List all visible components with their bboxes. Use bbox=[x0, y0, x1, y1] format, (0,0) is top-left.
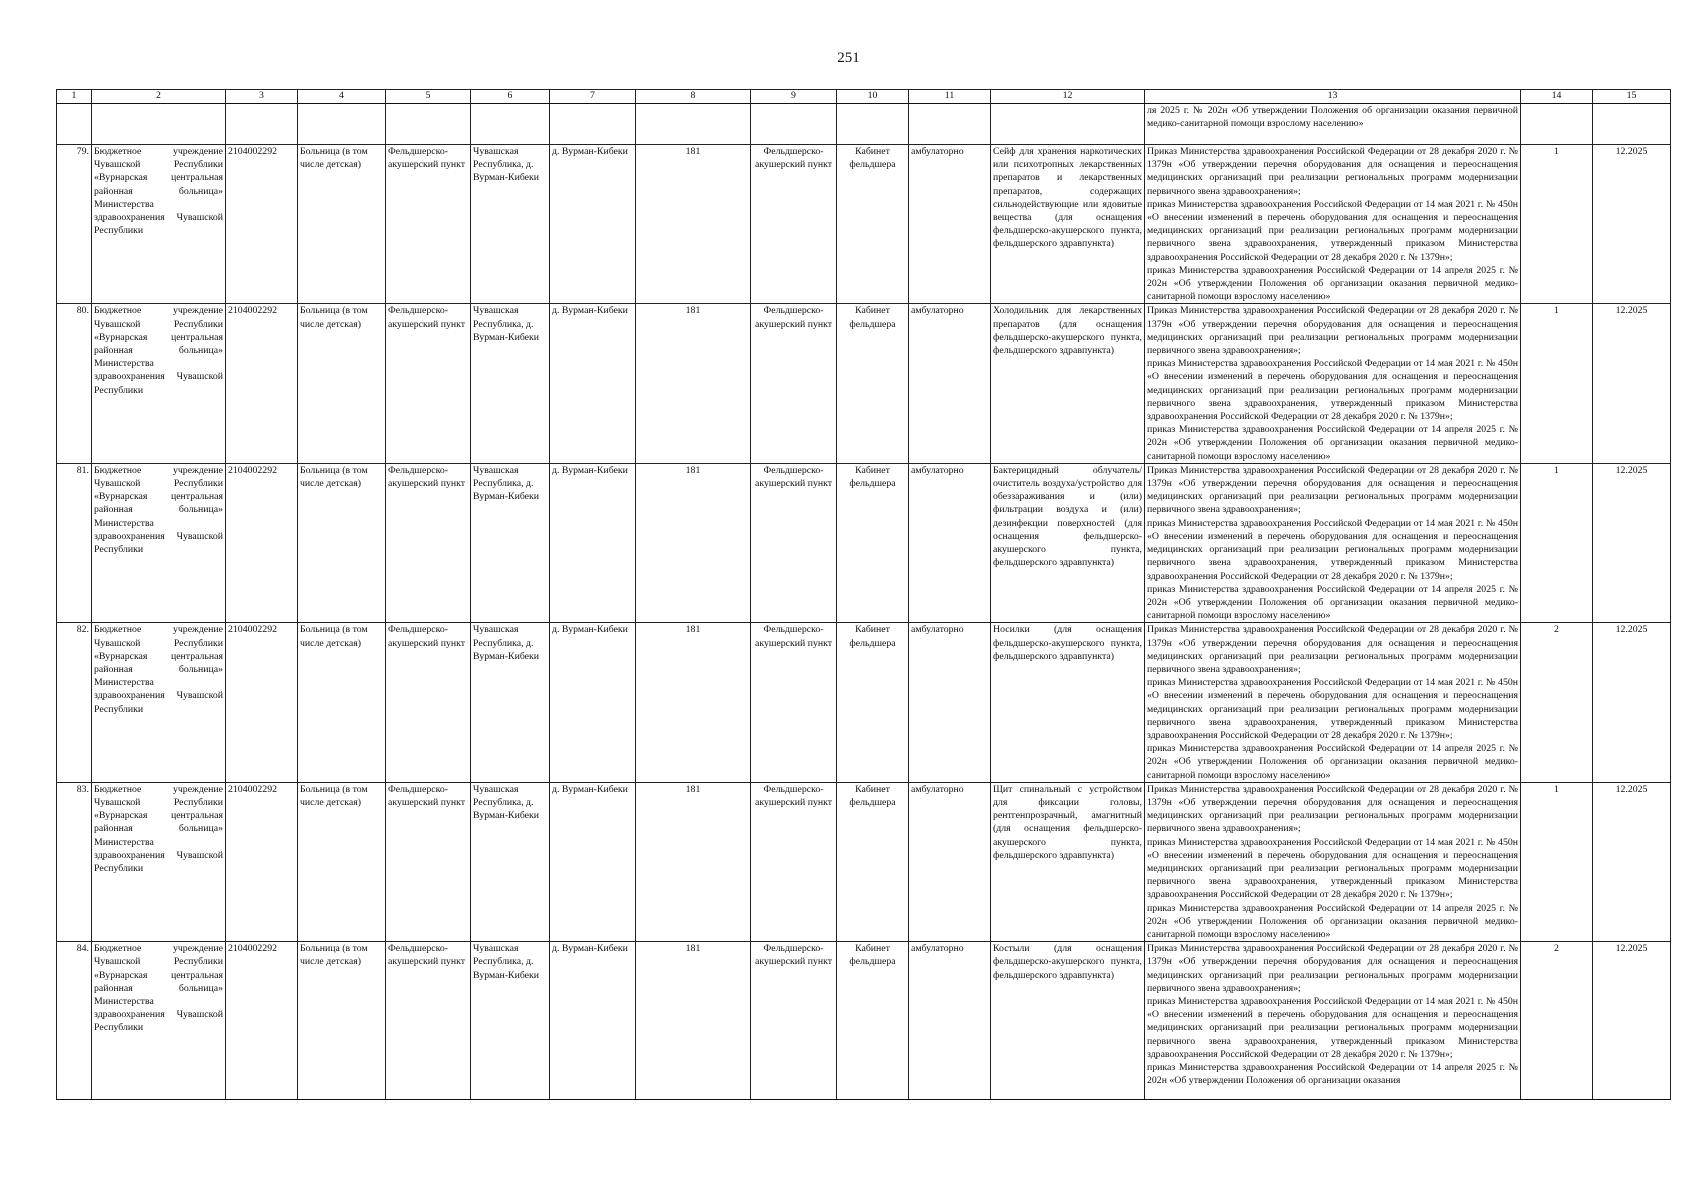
regulatory-basis: Приказ Министерства здравоохранения Российской Федерации от 28 декабря 2020 г. № 1379н «Об утверждении перечня оборудования для оснащения и переоснащения медицинских организаций при реализации региональных программ модернизации первичного звена здравоохранения»; приказ Министерства здравоохранения Российской Федерации от 14 мая 2021 г. № 450н «О внесении изменений в перечень оборудования для оснащения и переоснащения медицинских организаций при реализации региональных программ модернизации первичного звена здравоохранения, утвержденный приказом Министерства здравоохранения Российской Федерации от 28 декабря 2020 г. № 1379н»; приказ Министерства здравоохранения Российской Федерации от 14 апреля 2025 г. № 202н «Об утверждении Положения об организации оказания первичной медико-санитарной помощи взрослому населению» bbox=[1145, 782, 1521, 941]
address-locality: д. Вурман-Кибеки bbox=[550, 463, 636, 622]
unit-type: Фельдшерско-акушерский пункт bbox=[386, 782, 471, 941]
column-number: 11 bbox=[909, 90, 991, 104]
table-row bbox=[57, 463, 1671, 622]
regulatory-basis: Приказ Министерства здравоохранения Российской Федерации от 28 декабря 2020 г. № 1379н «Об утверждении перечня оборудования для оснащения и переоснащения медицинских организаций при реализации региональных программ модернизации первичного звена здравоохранения»; приказ Министерства здравоохранения Российской Федерации от 14 мая 2021 г. № 450н «О внесении изменений в перечень оборудования для оснащения и переоснащения медицинских организаций при реализации региональных программ модернизации первичного звена здравоохранения, утвержденный приказом Министерства здравоохранения Российской Федерации от 28 декабря 2020 г. № 1379н»; приказ Министерства здравоохранения Российской Федерации от 14 апреля 2025 г. № 202н «Об утверждении Положения об организации оказания первичной медико-санитарной помощи взрослому населению» bbox=[1145, 623, 1521, 782]
address-region: Чувашская Республика, д. Вурман-Кибеки bbox=[471, 304, 550, 463]
address-region: Чувашская Республика, д. Вурман-Кибеки bbox=[471, 463, 550, 622]
inn-code: 2104002292 bbox=[226, 145, 298, 304]
facility-type: Больница (в том числе детская) bbox=[298, 942, 386, 1100]
organization-name: Бюджетное учреждение Чувашской Республики «Вурнарская центральная районная больница» Министерства здравоохранения Чувашской Республики bbox=[92, 304, 226, 463]
room-name: Кабинет фельдшера bbox=[837, 304, 909, 463]
organization-name: Бюджетное учреждение Чувашской Республики «Вурнарская центральная районная больница» Министерства здравоохранения Чувашской Республики bbox=[92, 942, 226, 1100]
address-region: Чувашская Республика, д. Вурман-Кибеки bbox=[471, 782, 550, 941]
code-value: 181 bbox=[636, 145, 751, 304]
quantity: 1 bbox=[1521, 145, 1593, 304]
column-number: 6 bbox=[471, 90, 550, 104]
equipment-name: Щит спинальный с устройством для фиксации головы, рентгенпрозрачный, амагнитный (для оснащения фельдшерско-акушерского пункта, фельдшерского здравпункта) bbox=[991, 782, 1145, 941]
inn-code: 2104002292 bbox=[226, 782, 298, 941]
regulatory-basis: Приказ Министерства здравоохранения Российской Федерации от 28 декабря 2020 г. № 1379н «Об утверждении перечня оборудования для оснащения и переоснащения медицинских организаций при реализации региональных программ модернизации первичного звена здравоохранения»; приказ Министерства здравоохранения Российской Федерации от 14 мая 2021 г. № 450н «О внесении изменений в перечень оборудования для оснащения и переоснащения медицинских организаций при реализации региональных программ модернизации первичного звена здравоохранения, утвержденный приказом Министерства здравоохранения Российской Федерации от 28 декабря 2020 г. № 1379н»; приказ Министерства здравоохранения Российской Федерации от 14 апреля 2025 г. № 202н «Об утверждении Положения об организации оказания первичной медико-санитарной помощи взрослому населению» bbox=[1145, 145, 1521, 304]
delivery-date: 12.2025 bbox=[1593, 463, 1671, 622]
equipment-name: Холодильник для лекарственных препаратов (для оснащения фельдшерско-акушерского пункта, фельдшерского здравпункта) bbox=[991, 304, 1145, 463]
inn-code: 2104002292 bbox=[226, 942, 298, 1100]
delivery-date: 12.2025 bbox=[1593, 782, 1671, 941]
organization-name: Бюджетное учреждение Чувашской Республики «Вурнарская центральная районная больница» Министерства здравоохранения Чувашской Республики bbox=[92, 463, 226, 622]
quantity: 1 bbox=[1521, 463, 1593, 622]
page-number: 251 bbox=[837, 50, 860, 66]
care-form: амбулаторно bbox=[909, 623, 991, 782]
column-number-header bbox=[57, 90, 1671, 104]
care-form: амбулаторно bbox=[909, 145, 991, 304]
care-form: амбулаторно bbox=[909, 463, 991, 622]
row-number: 84. bbox=[57, 942, 92, 1100]
care-form: амбулаторно bbox=[909, 304, 991, 463]
column-number: 8 bbox=[636, 90, 751, 104]
column-number: 10 bbox=[837, 90, 909, 104]
subunit-name: Фельдшерско-акушерский пункт bbox=[751, 782, 837, 941]
column-number: 13 bbox=[1145, 90, 1521, 104]
address-region: Чувашская Республика, д. Вурман-Кибеки bbox=[471, 942, 550, 1100]
facility-type: Больница (в том числе детская) bbox=[298, 463, 386, 622]
address-locality: д. Вурман-Кибеки bbox=[550, 942, 636, 1100]
column-number: 9 bbox=[751, 90, 837, 104]
delivery-date: 12.2025 bbox=[1593, 304, 1671, 463]
table-row bbox=[57, 623, 1671, 782]
equipment-name: Носилки (для оснащения фельдшерско-акушерского пункта, фельдшерского здравпункта) bbox=[991, 623, 1145, 782]
facility-type: Больница (в том числе детская) bbox=[298, 623, 386, 782]
inn-code: 2104002292 bbox=[226, 463, 298, 622]
row-number: 80. bbox=[57, 304, 92, 463]
column-number: 14 bbox=[1521, 90, 1593, 104]
room-name: Кабинет фельдшера bbox=[837, 942, 909, 1100]
room-name: Кабинет фельдшера bbox=[837, 463, 909, 622]
row-number: 81. bbox=[57, 463, 92, 622]
column-number: 5 bbox=[386, 90, 471, 104]
subunit-name: Фельдшерско-акушерский пункт bbox=[751, 623, 837, 782]
address-locality: д. Вурман-Кибеки bbox=[550, 145, 636, 304]
code-value: 181 bbox=[636, 782, 751, 941]
equipment-name: Бактерицидный облучатель/очиститель воздуха/устройство для обеззараживания и (или) фильтрации воздуха и (или) дезинфекции поверхностей (для оснащения фельдшерско-акушерского пункта, фельдшерского здравпункта) bbox=[991, 463, 1145, 622]
code-value: 181 bbox=[636, 463, 751, 622]
delivery-date: 12.2025 bbox=[1593, 942, 1671, 1100]
address-locality: д. Вурман-Кибеки bbox=[550, 623, 636, 782]
facility-type: Больница (в том числе детская) bbox=[298, 304, 386, 463]
column-number: 12 bbox=[991, 90, 1145, 104]
address-region: Чувашская Республика, д. Вурман-Кибеки bbox=[471, 145, 550, 304]
quantity: 2 bbox=[1521, 942, 1593, 1100]
quantity: 1 bbox=[1521, 782, 1593, 941]
column-number: 4 bbox=[298, 90, 386, 104]
table-row bbox=[57, 942, 1671, 1100]
room-name: Кабинет фельдшера bbox=[837, 782, 909, 941]
basis-continuation: ля 2025 г. № 202н «Об утверждении Положения об организации оказания первичной медико-санитарной помощи взрослому населению» bbox=[1145, 104, 1521, 145]
subunit-name: Фельдшерско-акушерский пункт bbox=[751, 463, 837, 622]
inn-code: 2104002292 bbox=[226, 623, 298, 782]
subunit-name: Фельдшерско-акушерский пункт bbox=[751, 942, 837, 1100]
organization-name: Бюджетное учреждение Чувашской Республики «Вурнарская центральная районная больница» Министерства здравоохранения Чувашской Республики bbox=[92, 782, 226, 941]
regulatory-basis: Приказ Министерства здравоохранения Российской Федерации от 28 декабря 2020 г. № 1379н «Об утверждении перечня оборудования для оснащения и переоснащения медицинских организаций при реализации региональных программ модернизации первичного звена здравоохранения»; приказ Министерства здравоохранения Российской Федерации от 14 мая 2021 г. № 450н «О внесении изменений в перечень оборудования для оснащения и переоснащения медицинских организаций при реализации региональных программ модернизации первичного звена здравоохранения, утвержденный приказом Министерства здравоохранения Российской Федерации от 28 декабря 2020 г. № 1379н»; приказ Министерства здравоохранения Российской Федерации от 14 апреля 2025 г. № 202н «Об утверждении Положения об организации оказания bbox=[1145, 942, 1521, 1100]
delivery-date: 12.2025 bbox=[1593, 623, 1671, 782]
organization-name: Бюджетное учреждение Чувашской Республики «Вурнарская центральная районная больница» Министерства здравоохранения Чувашской Республики bbox=[92, 145, 226, 304]
row-number: 83. bbox=[57, 782, 92, 941]
inn-code: 2104002292 bbox=[226, 304, 298, 463]
column-number: 15 bbox=[1593, 90, 1671, 104]
room-name: Кабинет фельдшера bbox=[837, 145, 909, 304]
table-row bbox=[57, 145, 1671, 304]
quantity: 1 bbox=[1521, 304, 1593, 463]
facility-type: Больница (в том числе детская) bbox=[298, 145, 386, 304]
regulatory-basis: Приказ Министерства здравоохранения Российской Федерации от 28 декабря 2020 г. № 1379н «Об утверждении перечня оборудования для оснащения и переоснащения медицинских организаций при реализации региональных программ модернизации первичного звена здравоохранения»; приказ Министерства здравоохранения Российской Федерации от 14 мая 2021 г. № 450н «О внесении изменений в перечень оборудования для оснащения и переоснащения медицинских организаций при реализации региональных программ модернизации первичного звена здравоохранения, утвержденный приказом Министерства здравоохранения Российской Федерации от 28 декабря 2020 г. № 1379н»; приказ Министерства здравоохранения Российской Федерации от 14 апреля 2025 г. № 202н «Об утверждении Положения об организации оказания первичной медико-санитарной помощи взрослому населению» bbox=[1145, 463, 1521, 622]
unit-type: Фельдшерско-акушерский пункт bbox=[386, 304, 471, 463]
facility-type: Больница (в том числе детская) bbox=[298, 782, 386, 941]
equipment-name: Костыли (для оснащения фельдшерско-акушерского пункта, фельдшерского здравпункта) bbox=[991, 942, 1145, 1100]
column-number: 3 bbox=[226, 90, 298, 104]
care-form: амбулаторно bbox=[909, 942, 991, 1100]
address-locality: д. Вурман-Кибеки bbox=[550, 304, 636, 463]
regulatory-basis: Приказ Министерства здравоохранения Российской Федерации от 28 декабря 2020 г. № 1379н «Об утверждении перечня оборудования для оснащения и переоснащения медицинских организаций при реализации региональных программ модернизации первичного звена здравоохранения»; приказ Министерства здравоохранения Российской Федерации от 14 мая 2021 г. № 450н «О внесении изменений в перечень оборудования для оснащения и переоснащения медицинских организаций при реализации региональных программ модернизации первичного звена здравоохранения, утвержденный приказом Министерства здравоохранения Российской Федерации от 28 декабря 2020 г. № 1379н»; приказ Министерства здравоохранения Российской Федерации от 14 апреля 2025 г. № 202н «Об утверждении Положения об организации оказания первичной медико-санитарной помощи взрослому населению» bbox=[1145, 304, 1521, 463]
address-region: Чувашская Республика, д. Вурман-Кибеки bbox=[471, 623, 550, 782]
row-number: 79. bbox=[57, 145, 92, 304]
unit-type: Фельдшерско-акушерский пункт bbox=[386, 623, 471, 782]
subunit-name: Фельдшерско-акушерский пункт bbox=[751, 145, 837, 304]
unit-type: Фельдшерско-акушерский пункт bbox=[386, 145, 471, 304]
subunit-name: Фельдшерско-акушерский пункт bbox=[751, 304, 837, 463]
column-number: 1 bbox=[57, 90, 92, 104]
care-form: амбулаторно bbox=[909, 782, 991, 941]
table-row bbox=[57, 304, 1671, 463]
row-number: 82. bbox=[57, 623, 92, 782]
unit-type: Фельдшерско-акушерский пункт bbox=[386, 942, 471, 1100]
column-number: 7 bbox=[550, 90, 636, 104]
code-value: 181 bbox=[636, 304, 751, 463]
equipment-register-table bbox=[56, 89, 1671, 1100]
room-name: Кабинет фельдшера bbox=[837, 623, 909, 782]
equipment-name: Сейф для хранения наркотических или психотропных лекарственных препаратов и лекарственных препаратов, содержащих сильнодействующие или ядовитые вещества (для оснащения фельдшерско-акушерского пункта, фельдшерского здравпункта) bbox=[991, 145, 1145, 304]
table-row bbox=[57, 782, 1671, 941]
unit-type: Фельдшерско-акушерский пункт bbox=[386, 463, 471, 622]
column-number: 2 bbox=[92, 90, 226, 104]
delivery-date: 12.2025 bbox=[1593, 145, 1671, 304]
organization-name: Бюджетное учреждение Чувашской Республики «Вурнарская центральная районная больница» Министерства здравоохранения Чувашской Республики bbox=[92, 623, 226, 782]
address-locality: д. Вурман-Кибеки bbox=[550, 782, 636, 941]
quantity: 2 bbox=[1521, 623, 1593, 782]
code-value: 181 bbox=[636, 623, 751, 782]
code-value: 181 bbox=[636, 942, 751, 1100]
continuation-row bbox=[57, 104, 1671, 145]
